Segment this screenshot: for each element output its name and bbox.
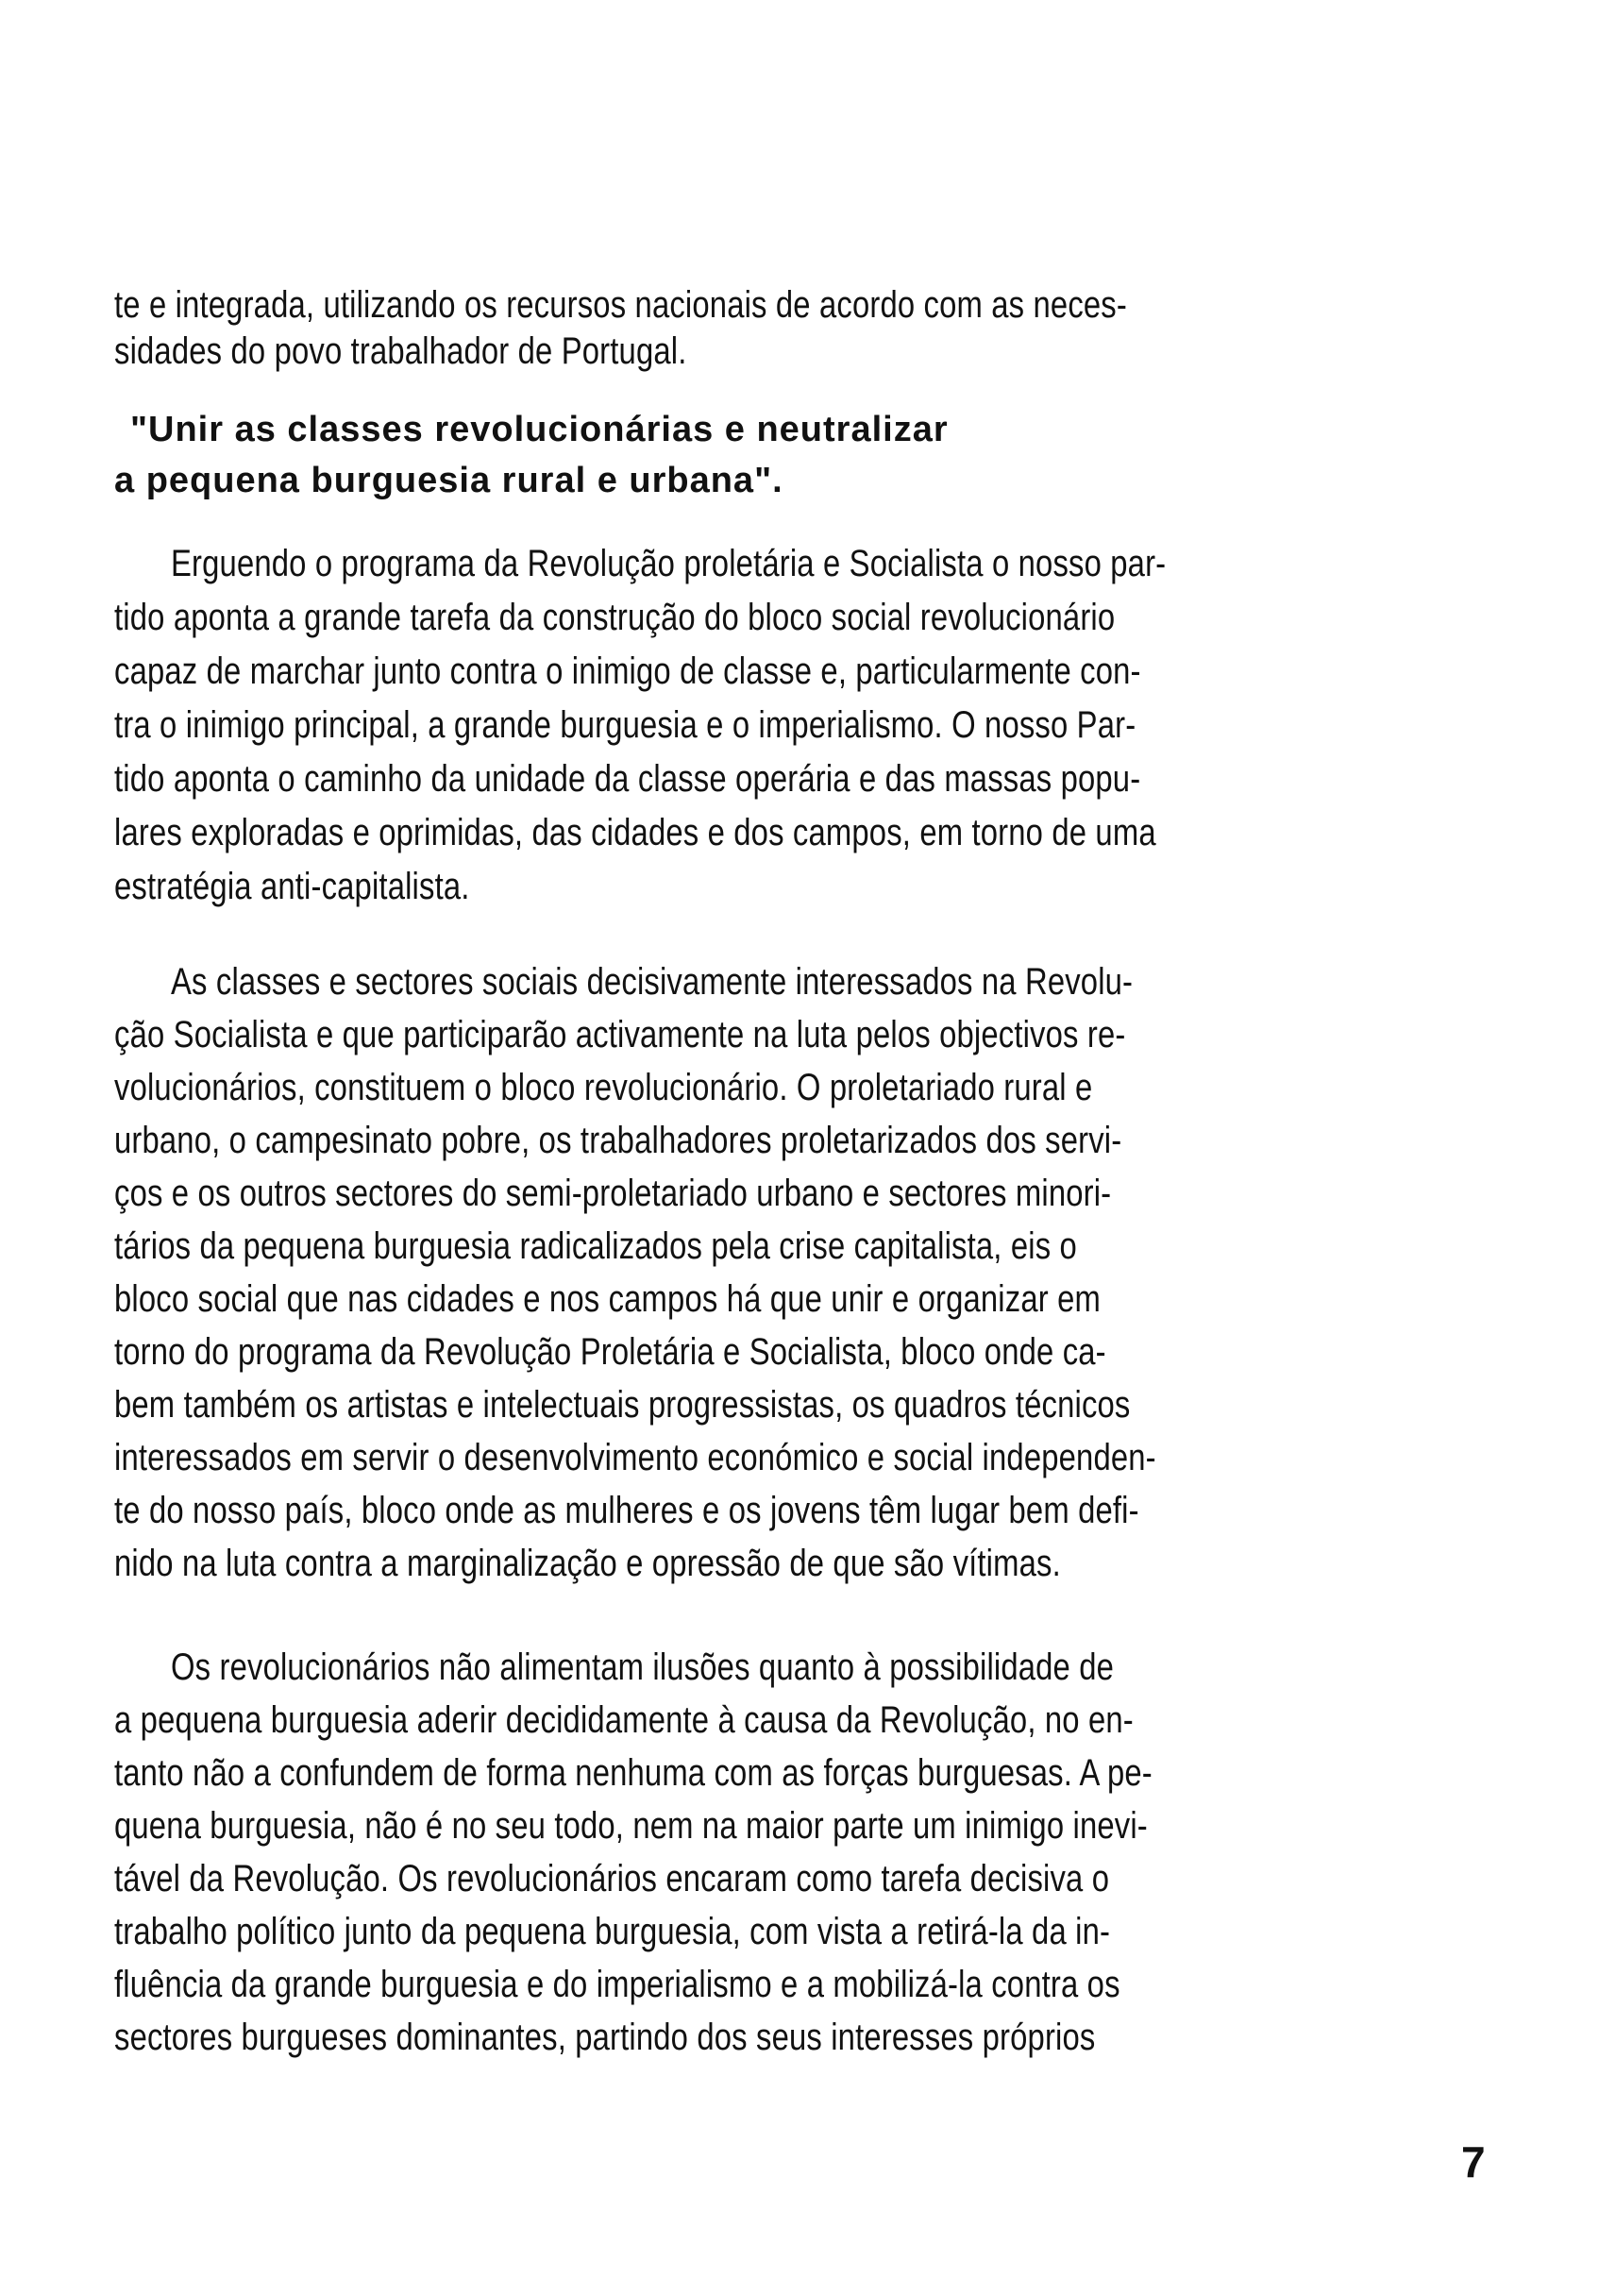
- text-line: interessados em servir o desenvolvimento económico e social independen-: [114, 1437, 1156, 1478]
- text-line: tido aponta o caminho da unidade da classe operária e das massas popu-: [114, 758, 1141, 800]
- text-line: tários da pequena burguesia radicalizados pela crise capitalista, eis o: [114, 1225, 1077, 1267]
- page-number: 7: [1461, 2137, 1486, 2186]
- text-line: ção Socialista e que participarão activamente na luta pelos objectivos re-: [114, 1014, 1126, 1055]
- text-line: tanto não a confundem de forma nenhuma com as forças burguesas. A pe-: [114, 1752, 1153, 1794]
- text-line: te do nosso país, bloco onde as mulheres e os jovens têm lugar bem defi-: [114, 1490, 1139, 1531]
- text-line: nido na luta contra a marginalização e opressão de que são vítimas.: [114, 1543, 1061, 1584]
- text-line: ços e os outros sectores do semi-proletariado urbano e sectores minori-: [114, 1173, 1112, 1214]
- text-line: bloco social que nas cidades e nos campos há que unir e organizar em: [114, 1278, 1101, 1320]
- text-line: tável da Revolução. Os revolucionários encaram como tarefa decisiva o: [114, 1858, 1110, 1899]
- heading-line: a pequena burguesia rural e urbana".: [114, 461, 783, 500]
- text-line: tido aponta a grande tarefa da construção do bloco social revolucionário: [114, 597, 1116, 638]
- text-line: bem também os artistas e intelectuais progressistas, os quadros técnicos: [114, 1384, 1131, 1426]
- text-line: estratégia anti-capitalista.: [114, 866, 470, 907]
- text-line: As classes e sectores sociais decisivamente interessados na Revolu-: [171, 961, 1134, 1003]
- text-line: lares exploradas e oprimidas, das cidades e dos campos, em torno de uma: [114, 812, 1156, 853]
- text-line: volucionários, constituem o bloco revolucionário. O proletariado rural e: [114, 1067, 1093, 1108]
- text-line: sectores burgueses dominantes, partindo dos seus interesses próprios: [114, 2017, 1096, 2058]
- text-line: trabalho político junto da pequena burguesia, com vista a retirá-la da in-: [114, 1911, 1111, 1952]
- text-line: torno do programa da Revolução Proletária e Socialista, bloco onde ca-: [114, 1331, 1106, 1373]
- text-line: Erguendo o programa da Revolução proletária e Socialista o nosso par-: [171, 543, 1167, 584]
- text-line: urbano, o campesinato pobre, os trabalhadores proletarizados dos servi-: [114, 1120, 1122, 1161]
- text-line: a pequena burguesia aderir decididamente à causa da Revolução, no en-: [114, 1699, 1134, 1741]
- text-line: quena burguesia, não é no seu todo, nem na maior parte um inimigo inevi-: [114, 1805, 1148, 1847]
- text-line: capaz de marchar junto contra o inimigo de classe e, particularmente con-: [114, 650, 1141, 692]
- text-line: te e integrada, utilizando os recursos nacionais de acordo com as neces-: [114, 284, 1127, 326]
- heading-line: "Unir as classes revolucionárias e neutralizar: [130, 410, 949, 449]
- text-line: tra o inimigo principal, a grande burguesia e o imperialismo. O nosso Par-: [114, 704, 1136, 746]
- text-line: Os revolucionários não alimentam ilusões quanto à possibilidade de: [171, 1646, 1115, 1688]
- text-line: sidades do povo trabalhador de Portugal.: [114, 330, 687, 372]
- text-line: fluência da grande burguesia e do imperialismo e a mobilizá-la contra os: [114, 1964, 1120, 2005]
